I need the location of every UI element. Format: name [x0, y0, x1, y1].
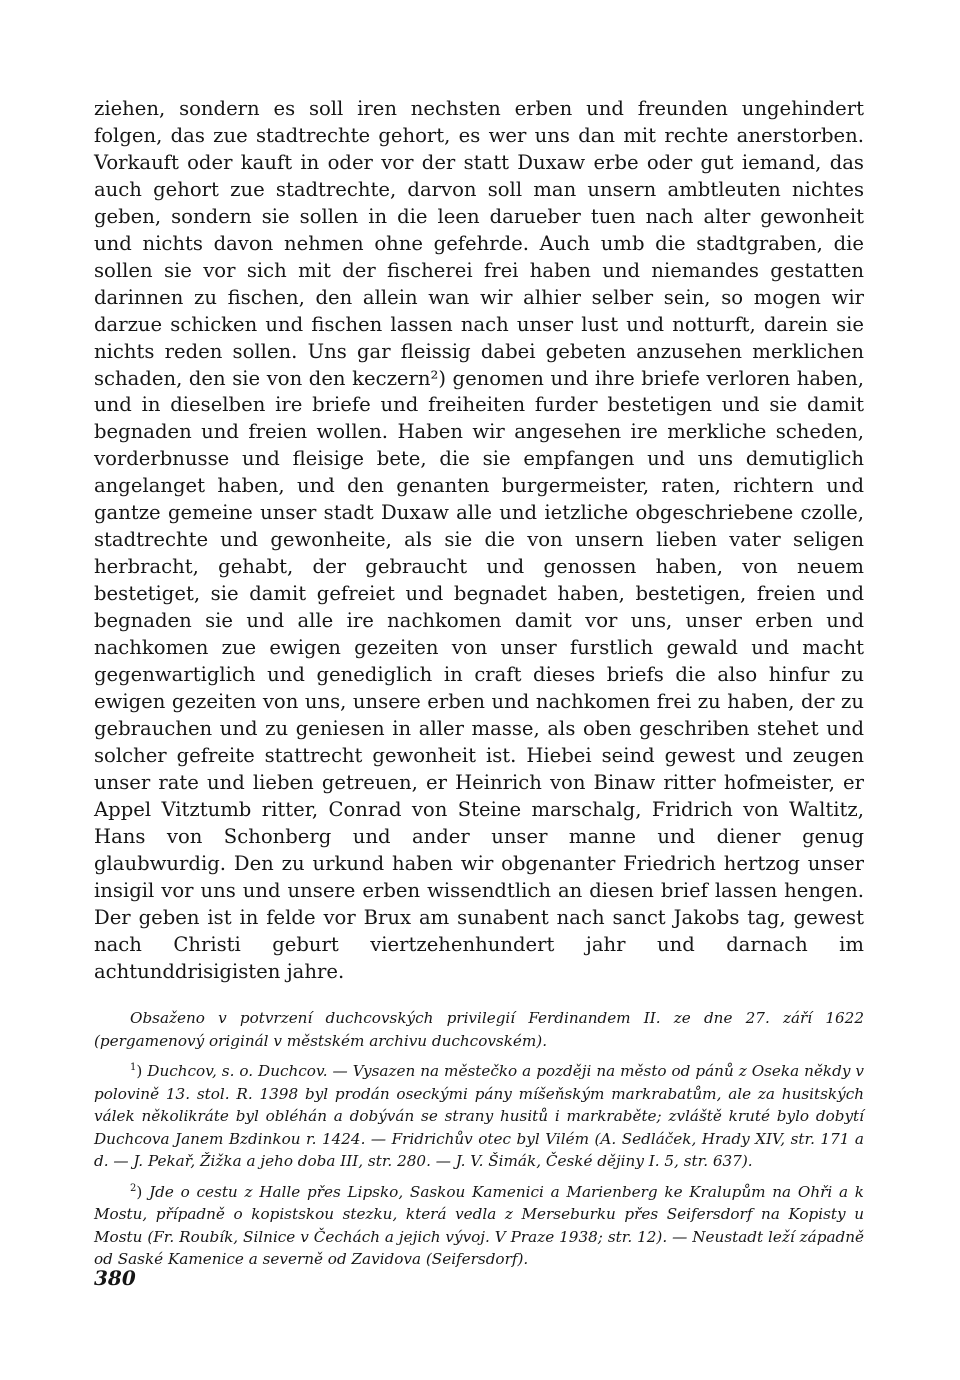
footnote-2-text: Jde o cestu z Halle přes Lipsko, Saskou Kamenici a Marienberg ke Kralupům na Ohři a k Mostu, případně o kopistskou stezku, která vedla z Merseburku přes Seifersdorf na Kopisty u Mostu (Fr. Roubík, Silnice v Čechách a jejich vývoj. V Praze 1938; str. 12). — Neustadt leží západně od Saské Kamenice a severně od Zavidova (Seifersdorf).	[94, 1182, 864, 1269]
footnote-1-text: Duchcov, s. o. Duchcov. — Vysazen na městečko a později na město od pánů z Oseka někdy v polovině 13. stol. R. 1398 byl prodán oseckými pány míšeňským markrabatům, ale za husitských válek několikráte byl obléhán a dobýván se strany husitů i markraběte; zvláště kruté bylo dobytí Duchcova Janem Bzdinkou r. 1424. — Fridrichův otec byl Vilém (A. Sedláček, Hrady XIV, str. 171 a d. — J. Pekař, Žižka a jeho doba III, str. 280. — J. V. Šimák, České dějiny I. 5, str. 637).	[94, 1062, 864, 1171]
main-text: ziehen, sondern es soll iren nechsten erben und freunden ungehindert folgen, das zue stadtrechte gehort, es wer uns dan mit rechte anerstorben. Vorkauft oder kauft in oder vor der statt Duxaw erbe oder gut iemand, das auch gehort zue stadtrechte, darvon soll man unsern ambtleuten nichtes geben, sondern sie sollen in die leen darueber tuen nach alter gewonheit und nichts davon nehmen ohne gefehrde. Auch umb die stadtgraben, die sollen sie vor sich mit der fischerei frei haben und niemandes gestatten darinnen zu fischen, den allein wan wir alhier selber sein, so mogen wir darzue schicken und fischen lassen nach unser lust und notturft, darein sie nichts reden sollen. Uns gar fleissig dabei gebeten anzusehen merklichen schaden, den sie von den keczern²) genomen und ihre briefe verloren haben, und in dieselben ire briefe und freiheiten furder bestetigen und sie damit begnaden und freien wollen. Haben wir angesehen ire merkliche scheden, vorderbnusse und fleisige bete, die sie empfangen und uns demutiglich angelanget haben, und den genanten burgermeister, raten, richtern und gantze gemeine unser stadt Duxaw alle und ietzliche obgeschriebene czolle, stadtrechte und gewonheite, als sie die von unsern lieben vater seligen herbracht, gehabt, der gebraucht und genossen haben, von neuem bestetiget, sie damit gefreiet und begnadet haben, bestetigen, freien und begnaden sie und alle ire nachkomen damit vor uns, unser erben und nachkomen zue ewigen gezeiten von unser furstlich gewald und macht gegenwartiglich und genediglich in craft dieses briefs die also hinfur zu ewigen gezeiten von uns, unsere erben und nachkomen frei zu haben, der zu gebrauchen und zu geniesen in aller masse, als oben geschriben stehet und solcher gefreite stattrecht gewonheit ist. Hiebei seind gewest und zeugen unser rate und lieben getreuen, er Heinrich von Binaw ritter hofmeister, er Appel Vitztumb ritter, Conrad von Steine marschalg, Fridrich von Waltitz, Hans von Schonberg und ander unser manne und diener genug glaubwurdig. Den zu urkund haben wir obgenanter Friedrich hertzog unser insigil vor uns und unsere erben wissendtlich an diesen brief lassen hengen. Der geben ist in felde vor Brux am sunabent nach sanct Jakobs tag, gewest nach Christi geburt viertzehenhundert jahr und darnach im achtunddrisigisten jahre.	[94, 97, 864, 983]
page-content	[94, 96, 864, 1271]
footnote-2-paren: )	[136, 1182, 143, 1201]
footnote-1-paren: )	[136, 1062, 143, 1081]
footnote-1-mark: 1	[130, 1062, 137, 1074]
source-note: Obsaženo v potvrzení duchcovských privilegií Ferdinandem II. ze dne 27. září 1622 (pergamenový originál v městském archivu duchcovském).	[94, 1009, 864, 1050]
footnote-1	[94, 1060, 864, 1173]
footnote-2-mark: 2	[130, 1182, 137, 1194]
footnote-2	[94, 1181, 864, 1271]
page-number: 380	[94, 1266, 136, 1290]
